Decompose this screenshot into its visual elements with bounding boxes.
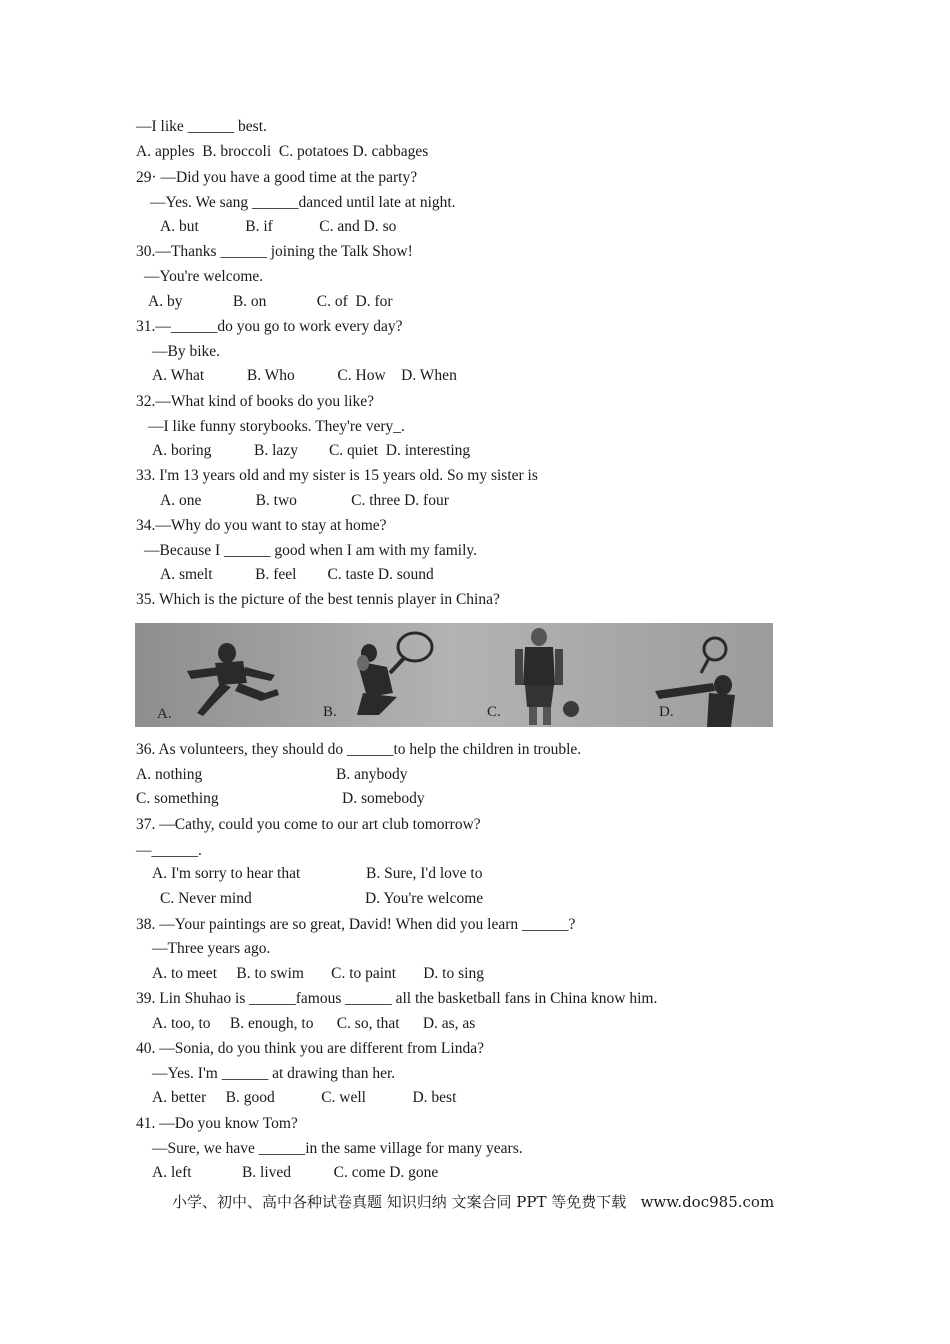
q29-options: A. but B. if C. and D. so [160, 218, 397, 235]
q36-option-b: B. anybody [336, 766, 408, 783]
q41-answer-line: —Sure, we have ______in the same village for many years. [152, 1140, 523, 1157]
q30-answer-line: —You're welcome. [144, 268, 264, 285]
q32-answer-line: —I like funny storybooks. They're very_. [148, 418, 405, 435]
picture-label-c: C. [487, 704, 501, 720]
q34-options: A. smelt B. feel C. taste D. sound [160, 566, 434, 583]
picture-label-a: A. [157, 706, 172, 722]
q37-option-b: B. Sure, I'd love to [366, 865, 483, 882]
download-footer: 小学、初中、高中各种试卷真题 知识归纳 文案合同 PPT 等免费下载 www.doc985.com [172, 1193, 775, 1211]
q37-option-a: A. I'm sorry to hear that [152, 865, 301, 882]
q40-answer-line: —Yes. I'm ______ at drawing than her. [152, 1065, 396, 1082]
q37-option-d: D. You're welcome [365, 890, 484, 907]
q31-answer-line: —By bike. [152, 343, 221, 360]
q32-options: A. boring B. lazy C. quiet D. interesting [152, 442, 471, 459]
q31-options: A. What B. Who C. How D. When [152, 367, 457, 384]
q34-answer-line: —Because I ______ good when I am with my family. [144, 542, 478, 559]
q36-question: 36. As volunteers, they should do ______to help the children in trouble. [136, 741, 582, 758]
q30-question: 30.—Thanks ______ joining the Talk Show! [136, 243, 413, 260]
q33-options: A. one B. two C. three D. four [160, 492, 449, 509]
q35-question: 35. Which is the picture of the best tennis player in China? [136, 591, 500, 608]
q31-question: 31.—______do you go to work every day? [136, 318, 403, 335]
q36-option-a: A. nothing [136, 766, 203, 783]
q38-answer-line: —Three years ago. [152, 940, 271, 957]
q36-option-c: C. something [136, 790, 219, 807]
q39-options: A. too, to B. enough, to C. so, that D. as, as [152, 1015, 476, 1032]
q29-question: 29· —Did you have a good time at the party? [136, 169, 418, 186]
q32-question: 32.—What kind of books do you like? [136, 393, 375, 410]
q29-answer-line: —Yes. We sang ______danced until late at night. [150, 194, 456, 211]
q30-options: A. by B. on C. of D. for [148, 293, 393, 310]
q40-question: 40. —Sonia, do you think you are different from Linda? [136, 1040, 484, 1057]
sports-players-illustration [135, 623, 773, 727]
q38-options: A. to meet B. to swim C. to paint D. to sing [152, 965, 484, 982]
q34-question: 34.—Why do you want to stay at home? [136, 517, 387, 534]
q41-options: A. left B. lived C. come D. gone [152, 1164, 439, 1181]
q37-option-c: C. Never mind [160, 890, 252, 907]
sports-players-photo [135, 623, 773, 727]
q41-question: 41. —Do you know Tom? [136, 1115, 298, 1132]
q28-answer-line: —I like ______ best. [136, 118, 267, 135]
q39-question: 39. Lin Shuhao is ______famous ______ all the basketball fans in China know him. [136, 990, 658, 1007]
q37-question: 37. —Cathy, could you come to our art club tomorrow? [136, 816, 481, 833]
picture-label-d: D. [659, 704, 674, 720]
q38-question: 38. —Your paintings are so great, David! When did you learn ______? [136, 916, 576, 933]
picture-label-b: B. [323, 704, 337, 720]
q28-options: A. apples B. broccoli C. potatoes D. cabbages [136, 143, 429, 160]
q37-answer-line: —______. [136, 842, 202, 859]
q36-option-d: D. somebody [342, 790, 425, 807]
q33-question: 33. I'm 13 years old and my sister is 15 years old. So my sister is [136, 467, 538, 484]
q40-options: A. better B. good C. well D. best [152, 1089, 457, 1106]
